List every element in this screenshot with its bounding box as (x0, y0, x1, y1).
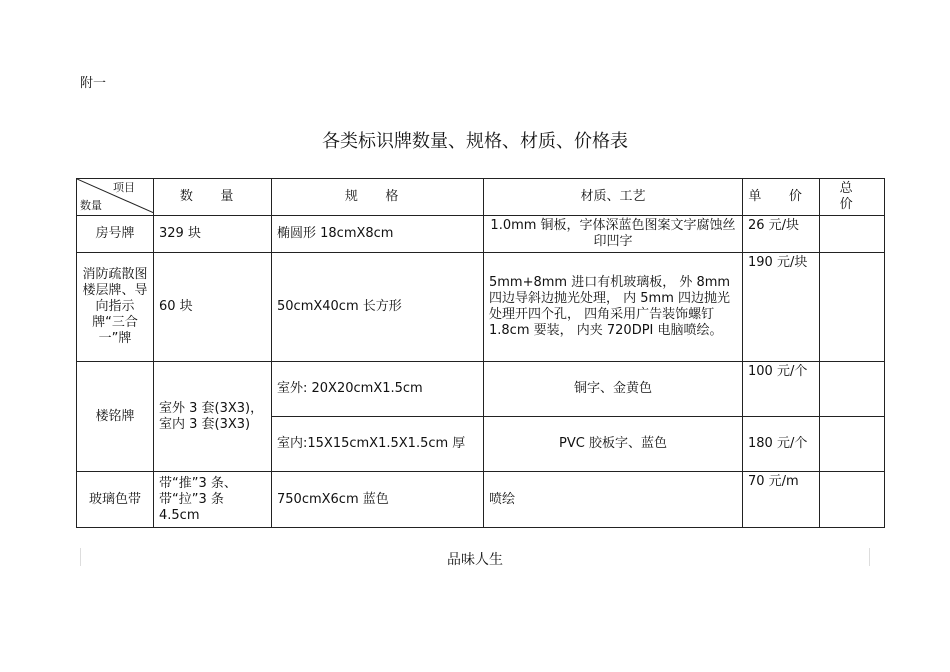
row-spec: 50cmX40cm 长方形 (272, 253, 484, 362)
row-total (820, 216, 885, 253)
row-unit-price: 100 元/个 (743, 362, 820, 417)
row-material: 铜字、金黄色 (484, 362, 743, 417)
row-item: 消防疏散图楼层牌、导向指示牌“三合一”牌 (77, 253, 154, 362)
row-unit-price: 26 元/块 (743, 216, 820, 253)
row-unit-price: 70 元/m (743, 472, 820, 528)
row-material: 喷绘 (484, 472, 743, 528)
row-spec: 室内:15X15cmX1.5X1.5cm 厚 (272, 417, 484, 472)
row-material: 5mm+8mm 进口有机玻璃板， 外 8mm 四边导斜边抛光处理， 内 5mm 四边抛光处理开四个孔， 四角采用广告装饰螺钉 1.8cm 要装， 内夹 720DPI 电脑喷绘。 (484, 253, 743, 362)
row-total (820, 362, 885, 417)
annex-label: 附一 (80, 76, 107, 91)
row-material: 1.0mm 铜板，字体深蓝色图案文字腐蚀丝印凹字 (484, 216, 743, 253)
row-total (820, 472, 885, 528)
row-quantity: 带“推”3 条、带“拉”3 条 4.5cm (154, 472, 272, 528)
row-unit-price: 180 元/个 (743, 417, 820, 472)
row-total (820, 253, 885, 362)
row-total (820, 417, 885, 472)
header-material: 材质、工艺 (484, 179, 743, 216)
row-item: 玻璃色带 (77, 472, 154, 528)
table-row (77, 216, 885, 253)
header-quantity: 数 量 (154, 179, 272, 216)
row-item: 房号牌 (77, 216, 154, 253)
header-quantity-corner-label: 数量 (80, 199, 102, 212)
row-spec: 750cmX6cm 蓝色 (272, 472, 484, 528)
row-quantity: 室外 3 套(3X3)，室内 3 套(3X3) (154, 362, 272, 472)
header-spec: 规 格 (272, 179, 484, 216)
table-row (77, 472, 885, 528)
row-item: 楼铭牌 (77, 362, 154, 472)
row-quantity: 60 块 (154, 253, 272, 362)
header-unit-price: 单 价 (743, 179, 820, 216)
table-row (77, 362, 885, 417)
row-spec: 椭圆形 18cmX8cm (272, 216, 484, 253)
table-header-row (77, 179, 885, 216)
row-material: PVC 胶板字、蓝色 (484, 417, 743, 472)
document-title: 各类标识牌数量、规格、材质、价格表 (322, 131, 628, 152)
row-spec: 室外: 20X20cmX1.5cm (272, 362, 484, 417)
row-quantity: 329 块 (154, 216, 272, 253)
header-total-price: 总 价 (820, 179, 885, 216)
spec-price-table (76, 178, 885, 528)
header-item-label: 项目 (113, 181, 135, 194)
table-row (77, 253, 885, 362)
row-unit-price: 190 元/块 (743, 253, 820, 362)
page-footer: 品味人生 (447, 552, 503, 568)
diagonal-header-cell (77, 179, 154, 216)
